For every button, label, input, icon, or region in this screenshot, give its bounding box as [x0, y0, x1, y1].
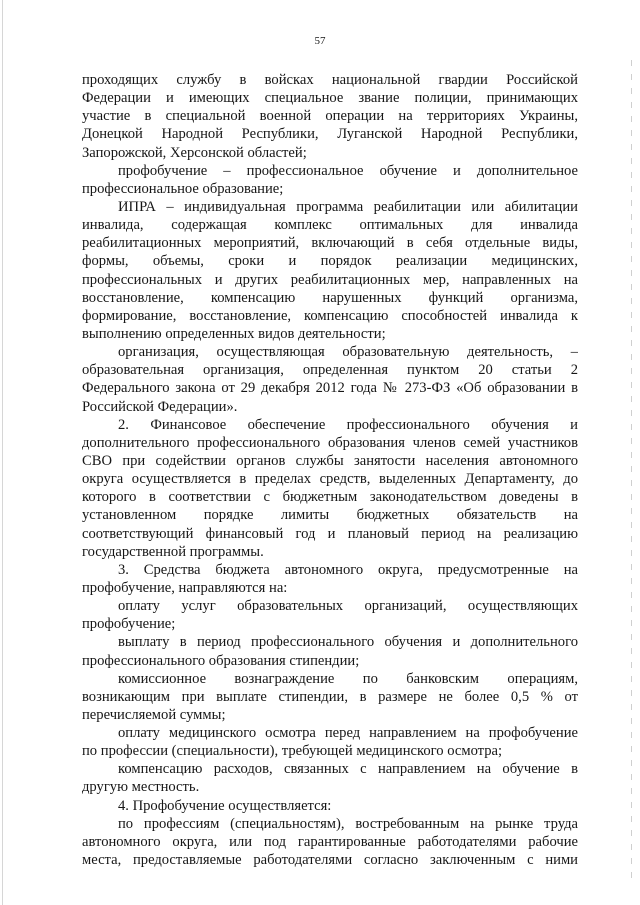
- text-line: выплату в период профессионального обучения и дополнительного: [118, 634, 578, 651]
- text-line: проходящих службу в войсках национальной гвардии Российской: [82, 72, 578, 88]
- text-line: профобучение – профессиональное обучение и дополнительное: [118, 162, 578, 179]
- body-text: [82, 71, 578, 869]
- text-line: формирование, восстановление, компенсацию способностей инвалида к: [82, 307, 578, 324]
- text-line: по профессиям (специальностям), востребованным на рынке труда: [118, 815, 578, 832]
- text-line: которого в соответствии с бюджетным законодательством доведены в: [82, 489, 578, 506]
- text-line: участие в специальной военной операции на территориях Украины,: [82, 108, 578, 125]
- text-line: дополнительного профессионального образования членов семей участников: [82, 434, 578, 451]
- text-line: 3. Средства бюджета автономного округа, предусмотренные на: [118, 561, 578, 578]
- text-line: по профессии (специальности), требующей медицинского осмотра;: [82, 743, 503, 760]
- text-line: СВО при содействии органов службы занятости населения автономного: [82, 452, 578, 469]
- text-line: места, предоставляемые работодателями согласно заключенным с ними: [82, 852, 578, 869]
- text-line: государственной программы.: [82, 543, 264, 560]
- text-line: комиссионное вознаграждение по банковским операциям,: [118, 670, 578, 687]
- text-line: Донецкой Народной Республики, Луганской Народной Республики,: [82, 126, 578, 143]
- text-line: 2. Финансовое обеспечение профессионального обучения и: [118, 416, 578, 433]
- text-line: инвалида, содержащая комплекс оптимальных для инвалида: [82, 217, 578, 234]
- scan-left-edge: [2, 0, 3, 905]
- text-line: Запорожской, Херсонской областей;: [82, 144, 307, 161]
- text-line: Федерации и имеющих специальное звание полиции, принимающих: [82, 90, 578, 107]
- text-line: автономного округа, или под гарантированные работодателями рабочие: [82, 833, 578, 850]
- text-line: реабилитационных мероприятий, включающий в себя отдельные виды,: [82, 235, 578, 252]
- text-line: профобучение;: [82, 616, 176, 633]
- text-line: профобучение, направляются на:: [82, 579, 288, 596]
- text-line: образовательная организация, определенная пунктом 20 статьи 2: [82, 362, 578, 379]
- text-line: установленном порядке лимиты бюджетных обязательств на: [82, 507, 578, 524]
- text-line: профессиональное образование;: [82, 180, 284, 197]
- page-number: 57: [314, 35, 326, 47]
- text-line: ИПРА – индивидуальная программа реабилитации или абилитации: [118, 198, 578, 215]
- text-line: оплату медицинского осмотра перед направлением на профобучение: [118, 725, 578, 742]
- text-line: организация, осуществляющая образовательную деятельность, –: [118, 344, 578, 361]
- scan-right-edge: [631, 60, 632, 880]
- text-line: округа осуществляется в пределах средств, выделенных Департаменту, до: [82, 471, 578, 488]
- text-line: выполнению определенных видов деятельности;: [82, 325, 386, 342]
- text-line: Федерального закона от 29 декабря 2012 года № 273-ФЗ «Об образовании в: [82, 380, 578, 397]
- text-line: профессиональных и других реабилитационных мер, направленных на: [82, 271, 578, 288]
- text-line: оплату услуг образовательных организаций, осуществляющих: [118, 598, 578, 615]
- text-line: восстановление, компенсацию нарушенных функций организма,: [82, 289, 578, 306]
- text-line: компенсацию расходов, связанных с направлением на обучение в: [118, 761, 578, 778]
- text-line: соответствующий финансовый год и плановый период на реализацию: [82, 525, 578, 542]
- text-line: другую местность.: [82, 779, 200, 796]
- text-line: формы, объемы, сроки и порядок реализации медицинских,: [82, 253, 578, 270]
- text-line: 4. Профобучение осуществляется:: [118, 797, 332, 814]
- text-line: перечисляемой суммы;: [82, 706, 226, 723]
- text-line: профессионального образования стипендии;: [82, 652, 360, 669]
- text-line: Российской Федерации».: [82, 398, 238, 415]
- text-line: возникающим при выплате стипендии, в размере не более 0,5 % от: [82, 688, 578, 705]
